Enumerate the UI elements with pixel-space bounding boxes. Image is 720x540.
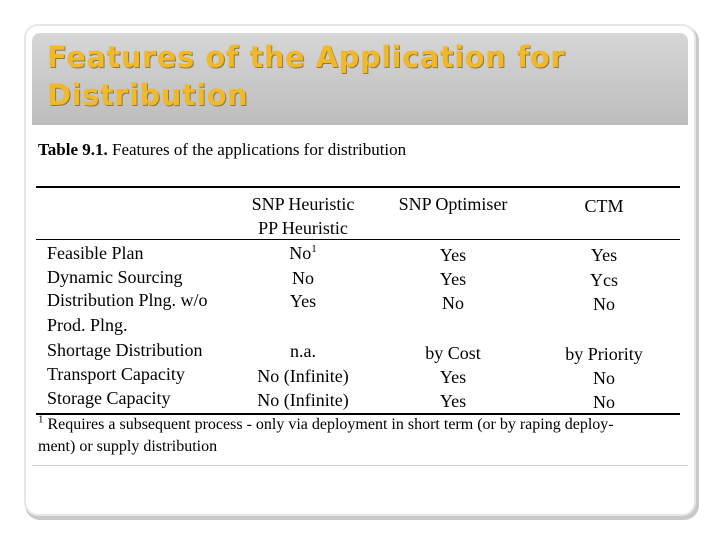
table-caption-number: Table 9.1. bbox=[38, 140, 108, 159]
row-label: Shortage Distribution bbox=[47, 340, 203, 360]
row-cell-ctm: by Priority bbox=[565, 344, 643, 364]
row-cell-ctm: No bbox=[593, 392, 615, 412]
slide-title: Features of the Application for Distribution bbox=[47, 40, 566, 112]
row-cell-snp-optimiser: Yes bbox=[439, 391, 467, 411]
header-snp-optimiser: SNP Optimiser bbox=[398, 194, 508, 214]
footnote-ref: 1 bbox=[311, 243, 317, 255]
row-cell-ctm: No bbox=[593, 294, 615, 314]
row-cell-ctm: No bbox=[593, 368, 615, 388]
row-cell-snp-heuristic: No (Infinite) bbox=[257, 366, 349, 386]
footnote-line-2: ment) or supply distribution bbox=[38, 438, 218, 455]
header-rule bbox=[36, 239, 680, 240]
row-cell-snp-heuristic: No (Infinite) bbox=[257, 390, 349, 410]
row-cell-snp-optimiser: by Cost bbox=[425, 343, 481, 363]
row-cell-snp-optimiser: Yes bbox=[439, 367, 467, 387]
table-top-rule bbox=[36, 186, 680, 188]
row-label: Storage Capacity bbox=[47, 388, 171, 408]
row-cell-value: No bbox=[289, 243, 312, 263]
footnote-line-1: Requires a subsequent process - only via deployment in short term (or by raping deploy- bbox=[43, 416, 614, 433]
row-cell-snp-optimiser: Yes bbox=[439, 269, 467, 289]
row-cell-snp-heuristic: n.a. bbox=[290, 341, 316, 361]
row-label: Prod. Plng. bbox=[47, 315, 128, 335]
row-cell-snp-heuristic: Yes bbox=[289, 291, 317, 311]
footnote-mark: 1 bbox=[38, 413, 44, 426]
row-cell-snp-heuristic: No bbox=[292, 268, 314, 288]
content-bottom-line bbox=[32, 465, 688, 466]
row-cell-ctm: Ycs bbox=[590, 270, 618, 290]
row-cell-ctm: Yes bbox=[590, 245, 618, 265]
table-caption-text: Features of the applications for distribution bbox=[107, 140, 407, 159]
row-cell-snp-optimiser: Yes bbox=[439, 245, 467, 265]
row-label: Dynamic Sourcing bbox=[47, 267, 183, 287]
row-label: Distribution Plng. w/o bbox=[47, 290, 208, 310]
row-label: Transport Capacity bbox=[47, 364, 185, 384]
header-pp-heuristic: PP Heuristic bbox=[258, 218, 348, 238]
row-cell-snp-optimiser: No bbox=[442, 293, 464, 313]
table-caption bbox=[38, 140, 406, 160]
table-footnote bbox=[38, 414, 678, 458]
features-table bbox=[32, 126, 688, 462]
header-ctm: CTM bbox=[584, 196, 624, 216]
header-snp-heuristic: SNP Heuristic bbox=[251, 194, 355, 214]
row-cell-snp-heuristic bbox=[233, 242, 373, 265]
row-label: Feasible Plan bbox=[47, 243, 144, 263]
